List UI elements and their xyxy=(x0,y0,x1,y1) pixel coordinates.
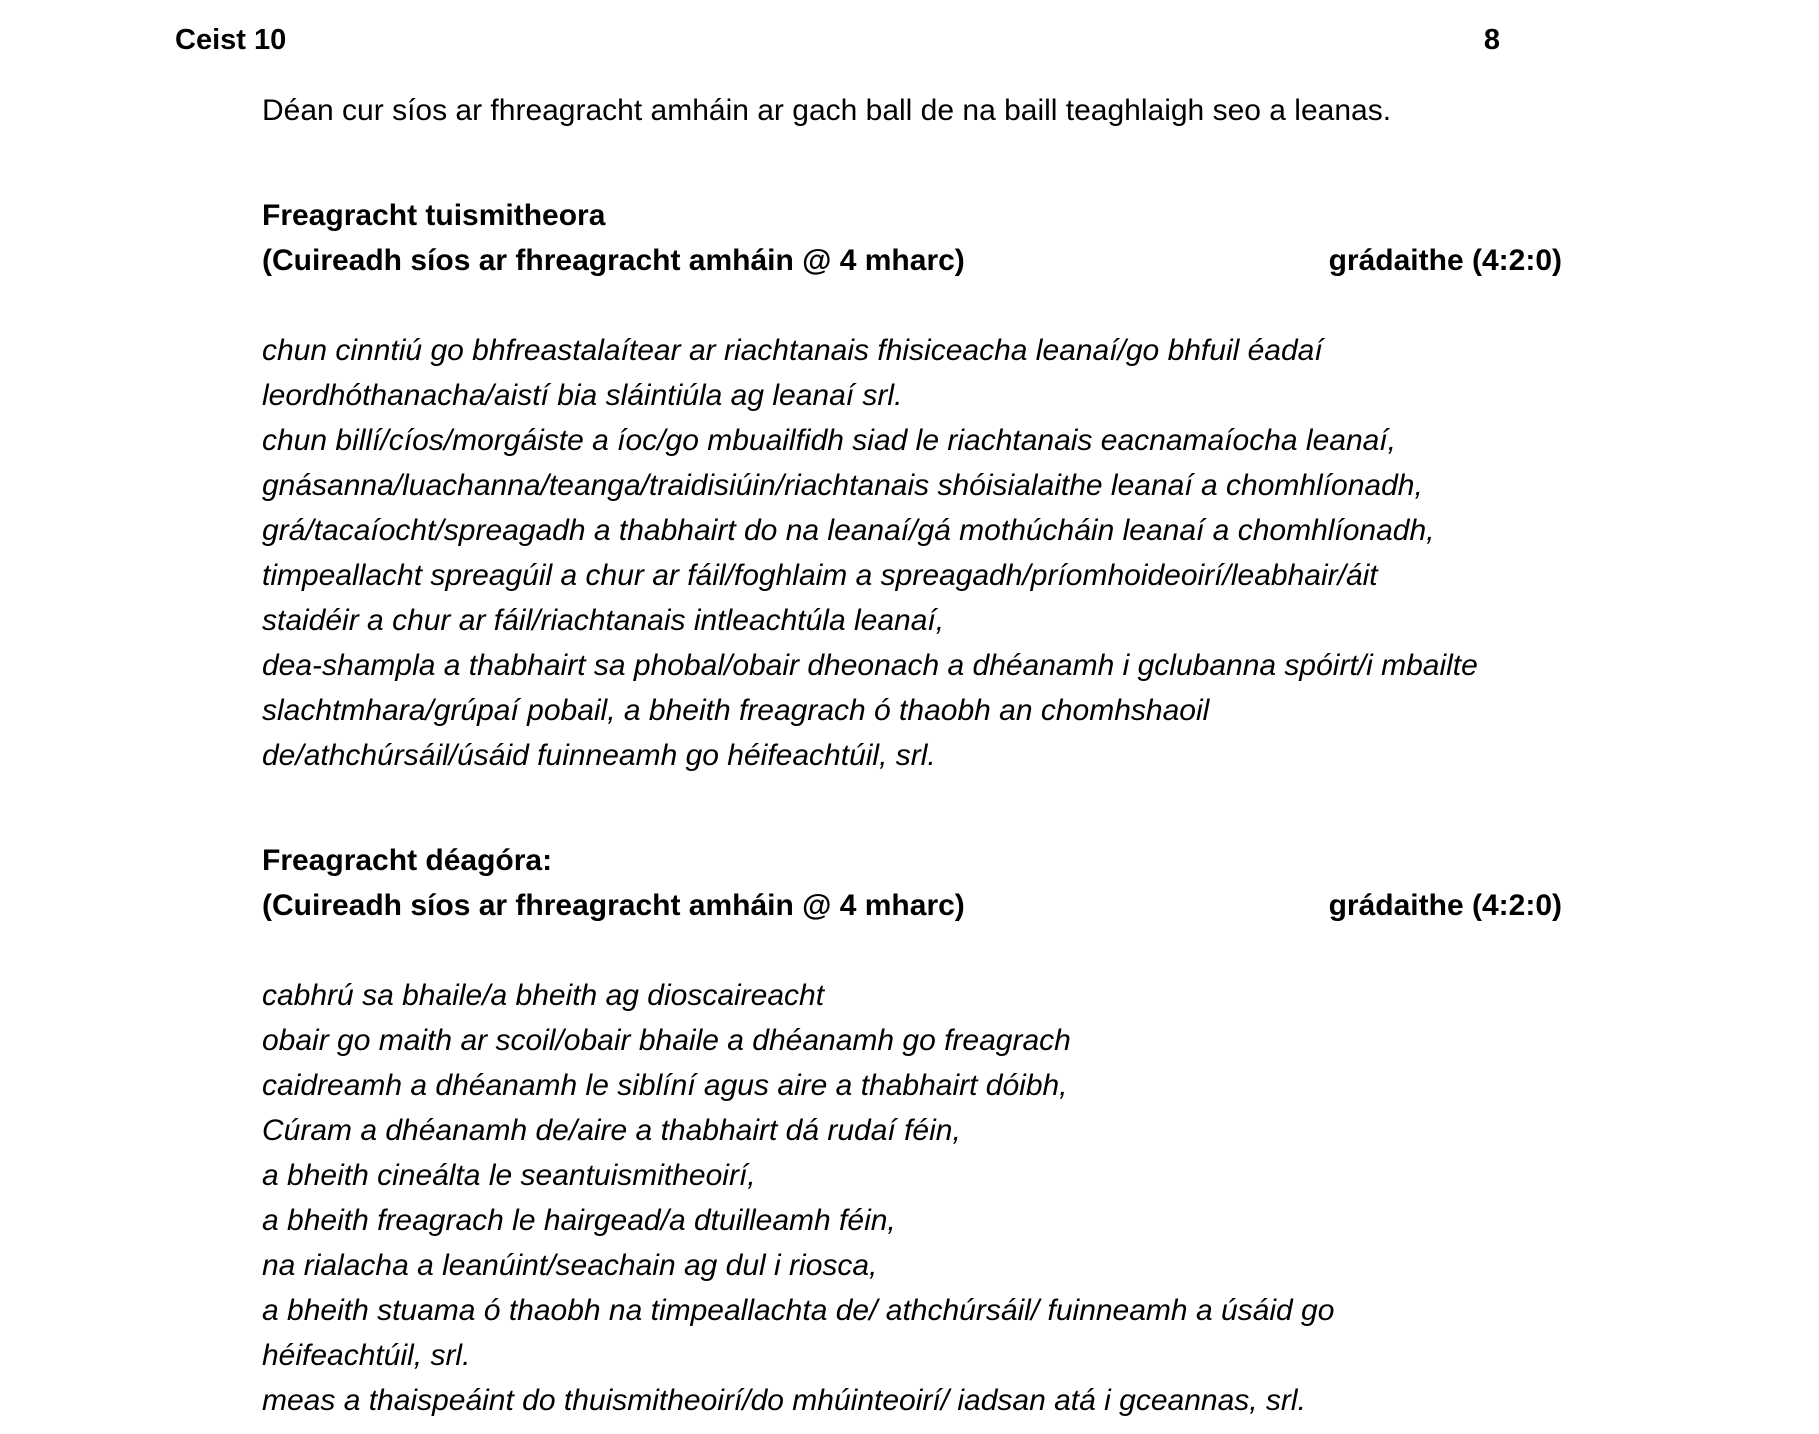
section-parent-responsibility xyxy=(262,193,1762,778)
answer-line: staidéir a chur ar fáil/riachtanais intleachtúla leanaí, xyxy=(262,604,945,637)
section-title: Freagracht déagóra: xyxy=(262,844,553,877)
answer-line: na rialacha a leanúint/seachain ag dul i riosca, xyxy=(262,1249,878,1282)
marking-instruction: (Cuireadh síos ar fhreagracht amháin @ 4 mharc) xyxy=(262,889,965,922)
question-number: Ceist 10 xyxy=(175,24,287,56)
section-marking-note xyxy=(262,238,1562,283)
section-teenager-responsibility xyxy=(262,838,1762,1423)
answer-line: leordhóthanacha/aistí bia sláintiúla ag leanaí srl. xyxy=(262,379,903,412)
answer-line: a bheith cineálta le seantuismitheoirí, xyxy=(262,1159,756,1192)
answer-line: cabhrú sa bhaile/a bheith ag dioscaireacht xyxy=(262,979,825,1012)
question-marks: 8 xyxy=(1483,24,1500,56)
question-content xyxy=(262,88,1762,1423)
answer-line: grá/tacaíocht/spreagadh a thabhairt do na leanaí/gá mothúcháin leanaí a chomhlíonadh, xyxy=(262,514,1435,547)
grading-scheme: grádaithe (4:2:0) xyxy=(1328,244,1562,277)
answer-line: a bheith freagrach le hairgead/a dtuilleamh féin, xyxy=(262,1204,896,1237)
section-marking-note xyxy=(262,883,1562,928)
marking-instruction: (Cuireadh síos ar fhreagracht amháin @ 4 mharc) xyxy=(262,244,965,277)
answer-line: a bheith stuama ó thaobh na timpeallachta de/ athchúrsáil/ fuinneamh a úsáid go xyxy=(262,1294,1335,1327)
answer-line: timpeallacht spreagúil a chur ar fáil/foghlaim a spreagadh/príomhoideoirí/leabhair/áit xyxy=(262,559,1378,592)
answer-line: gnásanna/luachanna/teanga/traidisiúin/riachtanais shóisialaithe leanaí a chomhlíonadh, xyxy=(262,469,1423,502)
answer-line: dea-shampla a thabhairt sa phobal/obair dheonach a dhéanamh i gclubanna spóirt/i mbailte xyxy=(262,649,1478,682)
answer-list xyxy=(262,973,1762,1423)
answer-line: slachtmhara/grúpaí pobail, a bheith freagrach ó thaobh an chomhshaoil xyxy=(262,694,1210,727)
answer-line: chun billí/cíos/morgáiste a íoc/go mbuailfidh siad le riachtanais eacnamaíocha leanaí, xyxy=(262,424,1396,457)
answer-line: obair go maith ar scoil/obair bhaile a dhéanamh go freagrach xyxy=(262,1024,1071,1057)
answer-line: Cúram a dhéanamh de/aire a thabhairt dá rudaí féin, xyxy=(262,1114,961,1147)
answer-line: chun cinntiú go bhfreastalaítear ar riachtanais fhisiceacha leanaí/go bhfuil éadaí xyxy=(262,334,1323,367)
answer-list xyxy=(262,328,1762,778)
section-title: Freagracht tuismitheora xyxy=(262,199,606,232)
answer-line: de/athchúrsáil/úsáid fuinneamh go héifeachtúil, srl. xyxy=(262,739,936,772)
grading-scheme: grádaithe (4:2:0) xyxy=(1328,889,1562,922)
question-instruction: Déan cur síos ar fhreagracht amháin ar gach ball de na baill teaghlaigh seo a leanas. xyxy=(262,94,1392,127)
answer-line: meas a thaispeáint do thuismitheoirí/do mhúinteoirí/ iadsan atá i gceannas, srl. xyxy=(262,1384,1306,1417)
answer-line: héifeachtúil, srl. xyxy=(262,1339,471,1372)
answer-line: caidreamh a dhéanamh le siblíní agus aire a thabhairt dóibh, xyxy=(262,1069,1068,1102)
